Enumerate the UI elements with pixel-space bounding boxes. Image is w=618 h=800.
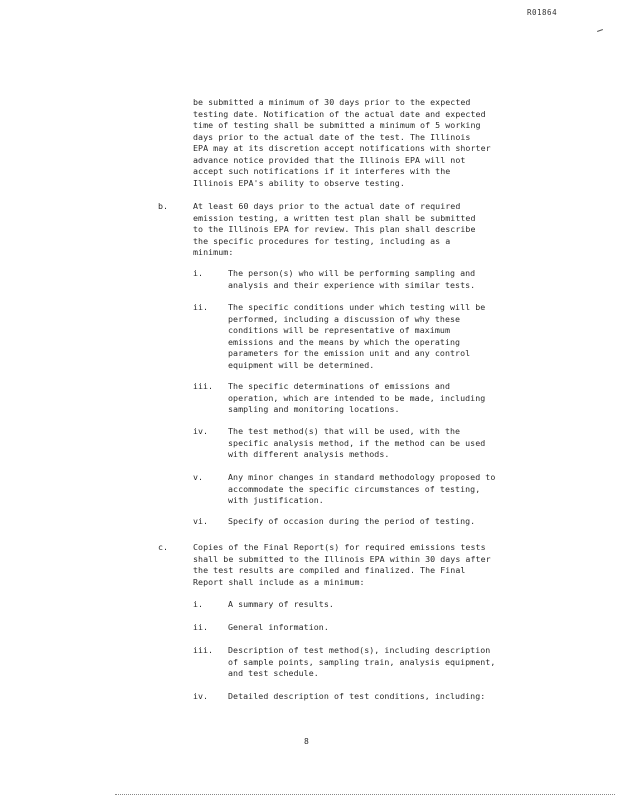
list-item [228, 691, 485, 703]
paragraph-line: to the Illinois EPA for review. This plan shall describe [193, 224, 476, 234]
list-item [228, 622, 329, 634]
list-item [228, 302, 485, 371]
paragraph-line: the specific procedures for testing, including as a [193, 235, 451, 246]
list-item-line: conditions will be representative of maximum [228, 325, 450, 335]
list-item-line: and test schedule. [228, 668, 319, 678]
list-item-line: General information. [228, 622, 329, 632]
stray-mark [597, 29, 603, 32]
list-item-label: i. [193, 599, 203, 609]
list-item-line: emissions and the means by which the operating [228, 336, 461, 347]
list-item-line: Specify of occasion during the period of testing. [228, 516, 476, 526]
page-number: 8 [304, 737, 309, 746]
paragraph-c [193, 542, 491, 588]
paragraph-c-label: c. [158, 542, 168, 552]
paragraph-line: Copies of the Final Report(s) for required emissions tests [193, 542, 486, 552]
paragraph-line: be submitted a minimum of 30 days prior to the expected [193, 97, 471, 107]
list-item-label: iii. [193, 645, 213, 655]
list-item-line: with different analysis methods. [228, 449, 390, 459]
list-item-line: analysis and their experience with similar tests. [228, 279, 476, 290]
list-item-line: The test method(s) that will be used, with the [228, 426, 461, 436]
paragraph-line: Illinois EPA's ability to observe testing. [193, 177, 405, 188]
paragraph-line: advance notice provided that the Illinois EPA will not [193, 154, 466, 165]
list-item-line: The person(s) who will be performing sampling and [228, 268, 476, 278]
list-item-line: Any minor changes in standard methodology proposed to [228, 472, 496, 482]
list-item-line: operation, which are intended to be made, including [228, 392, 486, 403]
list-item-label: vi. [193, 516, 208, 526]
list-item [228, 268, 475, 291]
list-item-line: of sample points, sampling train, analysis equipment, [228, 656, 496, 667]
paragraph-line: Report shall include as a minimum: [193, 576, 365, 587]
list-item-line: with justification. [228, 495, 324, 505]
paragraph-line: the test results are compiled and finalized. The Final [193, 565, 466, 575]
list-item-line: The specific determinations of emissions and [228, 381, 450, 391]
list-item [228, 381, 485, 416]
list-item [228, 516, 475, 528]
paragraph-a [193, 97, 491, 189]
list-item-label: i. [193, 268, 203, 278]
list-item-line: parameters for the emission unit and any control [228, 348, 471, 358]
list-item-line: specific analysis method, if the method can be used [228, 437, 486, 448]
scan-edge [115, 794, 615, 796]
list-item-label: iv. [193, 426, 208, 436]
paragraph-line: testing date. Notification of the actual date and expected [193, 108, 486, 119]
paragraph-line: accept such notifications if it interferes with the [193, 166, 451, 176]
list-item-line: The specific conditions under which testing will be [228, 302, 486, 312]
list-item-label: v. [193, 472, 203, 482]
paragraph-line: emission testing, a written test plan shall be submitted [193, 212, 476, 223]
list-item-line: performed, including a discussion of why these [228, 313, 461, 324]
list-item-line: Description of test method(s), including description [228, 645, 491, 655]
paragraph-b-label: b. [158, 201, 168, 211]
paragraph-line: days prior to the actual date of the test. The Illinois [193, 131, 471, 142]
paragraph-b [193, 201, 476, 259]
paragraph-line: EPA may at its discretion accept notifications with shorter [193, 143, 491, 153]
list-item-line: Detailed description of test conditions, including: [228, 691, 486, 701]
list-item [228, 472, 495, 507]
list-item-line: accommodate the specific circumstances of testing, [228, 483, 481, 494]
document-id: R01864 [527, 8, 558, 17]
paragraph-line: At least 60 days prior to the actual date of required [193, 201, 461, 211]
list-item [228, 426, 485, 461]
paragraph-line: shall be submitted to the Illinois EPA within 30 days after [193, 553, 491, 564]
list-item [228, 599, 334, 611]
list-item-label: iii. [193, 381, 213, 391]
list-item-label: ii. [193, 622, 208, 632]
list-item-line: equipment will be determined. [228, 359, 375, 370]
list-item-line: sampling and monitoring locations. [228, 404, 400, 414]
list-item-label: iv. [193, 691, 208, 701]
paragraph-line: time of testing shall be submitted a minimum of 5 working [193, 120, 481, 130]
list-item-label: ii. [193, 302, 208, 312]
list-item-line: A summary of results. [228, 599, 334, 609]
list-item [228, 645, 495, 680]
paragraph-line: minimum: [193, 247, 234, 257]
